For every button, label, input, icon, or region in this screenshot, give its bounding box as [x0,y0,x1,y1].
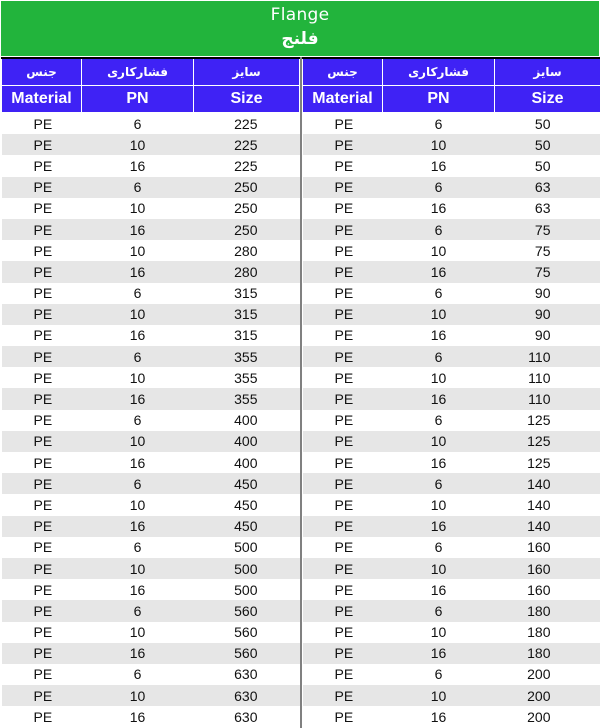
table-row [2,155,300,176]
material-cell: PE [303,643,383,664]
table-row [2,706,300,727]
table-row [303,537,600,558]
material-cell: PE [2,537,82,558]
size-cell: 225 [194,134,300,155]
material-cell: PE [2,155,82,176]
pn-cell: 6 [383,177,495,198]
material-cell: PE [2,304,82,325]
material-cell: PE [2,113,82,135]
pn-cell: 10 [383,304,495,325]
pn-cell: 10 [82,431,194,452]
pn-cell: 6 [383,283,495,304]
size-cell: 200 [495,685,600,706]
size-cell: 630 [194,706,300,727]
table-row [303,304,600,325]
pn-cell: 6 [383,600,495,621]
title-english: Flange [270,5,330,25]
size-cell: 200 [495,664,600,685]
pn-cell: 6 [82,177,194,198]
pn-cell: 16 [383,452,495,473]
size-cell: 63 [495,198,600,219]
table-row [303,198,600,219]
right-spec-table [302,57,600,727]
material-cell: PE [303,219,383,240]
pn-cell: 6 [82,410,194,431]
size-cell: 140 [495,494,600,515]
size-cell: 250 [194,177,300,198]
size-cell: 355 [194,346,300,367]
size-cell: 75 [495,240,600,261]
pn-cell: 16 [383,155,495,176]
size-cell: 500 [194,537,300,558]
size-cell: 75 [495,219,600,240]
header-pn-fa: فشارکاری [82,58,194,86]
table-row [303,219,600,240]
size-cell: 50 [495,155,600,176]
table-row [303,643,600,664]
size-cell: 250 [194,198,300,219]
material-cell: PE [2,367,82,388]
material-cell: PE [303,325,383,346]
material-cell: PE [2,558,82,579]
size-cell: 315 [194,304,300,325]
size-cell: 125 [495,410,600,431]
pn-cell: 10 [383,367,495,388]
size-cell: 90 [495,325,600,346]
table-row [2,494,300,515]
material-cell: PE [2,346,82,367]
size-cell: 630 [194,664,300,685]
pn-cell: 10 [82,622,194,643]
material-cell: PE [2,198,82,219]
size-cell: 500 [194,558,300,579]
table-row [2,558,300,579]
pn-cell: 6 [383,113,495,135]
material-cell: PE [303,622,383,643]
material-cell: PE [303,431,383,452]
material-cell: PE [2,240,82,261]
table-row [2,261,300,282]
material-cell: PE [303,558,383,579]
table-row [303,600,600,621]
pn-cell: 6 [383,219,495,240]
header-material-en: Material [2,86,82,113]
header-row-persian [2,58,300,86]
table-row [303,706,600,727]
table-row [303,134,600,155]
table-row [303,367,600,388]
pn-cell: 16 [383,643,495,664]
title-banner [1,1,599,56]
table-row [2,113,300,135]
pn-cell: 10 [82,304,194,325]
table-row [303,452,600,473]
material-cell: PE [303,494,383,515]
size-cell: 315 [194,283,300,304]
table-row [2,367,300,388]
material-cell: PE [2,516,82,537]
pn-cell: 6 [383,346,495,367]
size-cell: 315 [194,325,300,346]
table-row [2,177,300,198]
pn-cell: 16 [383,198,495,219]
material-cell: PE [303,664,383,685]
material-cell: PE [303,367,383,388]
material-cell: PE [303,537,383,558]
size-cell: 400 [194,431,300,452]
table-row [303,516,600,537]
material-cell: PE [303,177,383,198]
pn-cell: 6 [383,410,495,431]
pn-cell: 16 [383,706,495,727]
header-pn-fa: فشارکاری [383,58,495,86]
material-cell: PE [2,134,82,155]
material-cell: PE [303,346,383,367]
pn-cell: 10 [383,685,495,706]
table-row [2,304,300,325]
material-cell: PE [2,388,82,409]
material-cell: PE [2,283,82,304]
material-cell: PE [2,643,82,664]
right-table-panel [302,57,600,727]
size-cell: 560 [194,600,300,621]
table-row [303,388,600,409]
size-cell: 560 [194,643,300,664]
size-cell: 160 [495,558,600,579]
pn-cell: 16 [82,706,194,727]
size-cell: 180 [495,622,600,643]
material-cell: PE [303,155,383,176]
material-cell: PE [2,431,82,452]
pn-cell: 16 [82,452,194,473]
size-cell: 200 [495,706,600,727]
left-table-panel [1,57,299,727]
size-cell: 400 [194,410,300,431]
material-cell: PE [2,706,82,727]
header-row-english [303,86,600,113]
header-material-fa: جنس [303,58,383,86]
table-row [303,177,600,198]
table-row [2,240,300,261]
size-cell: 75 [495,261,600,282]
pn-cell: 10 [383,431,495,452]
table-row [303,240,600,261]
table-row [303,283,600,304]
header-material-fa: جنس [2,58,82,86]
size-cell: 63 [495,177,600,198]
material-cell: PE [303,473,383,494]
pn-cell: 6 [82,600,194,621]
material-cell: PE [2,473,82,494]
size-cell: 560 [194,622,300,643]
material-cell: PE [2,579,82,600]
pn-cell: 16 [383,516,495,537]
table-row [2,388,300,409]
pn-cell: 6 [82,473,194,494]
pn-cell: 16 [82,579,194,600]
material-cell: PE [303,685,383,706]
table-row [2,219,300,240]
size-cell: 280 [194,261,300,282]
table-row [303,431,600,452]
size-cell: 50 [495,113,600,135]
pn-cell: 16 [82,219,194,240]
size-cell: 630 [194,685,300,706]
table-row [303,579,600,600]
pn-cell: 10 [383,134,495,155]
pn-cell: 16 [383,325,495,346]
material-cell: PE [2,261,82,282]
table-row [303,155,600,176]
table-row [2,622,300,643]
table-row [2,410,300,431]
pn-cell: 6 [383,664,495,685]
pn-cell: 6 [82,283,194,304]
table-row [2,579,300,600]
size-cell: 180 [495,600,600,621]
pn-cell: 6 [82,113,194,135]
pn-cell: 10 [383,240,495,261]
table-row [2,346,300,367]
table-row [2,473,300,494]
material-cell: PE [2,622,82,643]
size-cell: 450 [194,494,300,515]
material-cell: PE [2,177,82,198]
table-row [2,537,300,558]
size-cell: 110 [495,367,600,388]
material-cell: PE [303,516,383,537]
header-material-en: Material [303,86,383,113]
material-cell: PE [303,579,383,600]
size-cell: 90 [495,283,600,304]
material-cell: PE [2,685,82,706]
size-cell: 125 [495,431,600,452]
title-persian: فلنج [281,29,319,49]
table-row [303,261,600,282]
material-cell: PE [2,325,82,346]
size-cell: 355 [194,388,300,409]
pn-cell: 16 [383,579,495,600]
header-size-fa: سایز [495,58,600,86]
material-cell: PE [303,706,383,727]
size-cell: 355 [194,367,300,388]
size-cell: 140 [495,473,600,494]
pn-cell: 10 [82,367,194,388]
size-cell: 50 [495,134,600,155]
pn-cell: 6 [383,473,495,494]
size-cell: 250 [194,219,300,240]
material-cell: PE [303,452,383,473]
table-row [303,410,600,431]
table-row [2,198,300,219]
pn-cell: 10 [82,558,194,579]
material-cell: PE [303,261,383,282]
pn-cell: 10 [82,685,194,706]
size-cell: 160 [495,579,600,600]
pn-cell: 6 [383,537,495,558]
material-cell: PE [2,219,82,240]
pn-cell: 10 [383,558,495,579]
table-row [303,494,600,515]
material-cell: PE [2,494,82,515]
table-row [303,325,600,346]
table-row [2,685,300,706]
material-cell: PE [2,410,82,431]
pn-cell: 10 [383,622,495,643]
table-row [303,473,600,494]
header-pn-en: PN [383,86,495,113]
size-cell: 125 [495,452,600,473]
table-row [2,431,300,452]
table-row [2,325,300,346]
header-size-en: Size [194,86,300,113]
pn-cell: 16 [82,516,194,537]
material-cell: PE [2,600,82,621]
header-size-fa: سایز [194,58,300,86]
table-row [303,113,600,135]
size-cell: 225 [194,113,300,135]
size-cell: 280 [194,240,300,261]
pn-cell: 16 [383,261,495,282]
material-cell: PE [303,304,383,325]
pn-cell: 16 [82,643,194,664]
table-row [303,685,600,706]
table-row [303,346,600,367]
table-row [2,643,300,664]
header-size-en: Size [495,86,600,113]
material-cell: PE [303,283,383,304]
left-spec-table [1,57,300,727]
material-cell: PE [2,452,82,473]
pn-cell: 6 [82,537,194,558]
pn-cell: 10 [82,494,194,515]
material-cell: PE [303,410,383,431]
pn-cell: 10 [82,134,194,155]
size-cell: 110 [495,346,600,367]
table-row [303,558,600,579]
pn-cell: 16 [383,388,495,409]
header-row-persian [303,58,600,86]
size-cell: 90 [495,304,600,325]
size-cell: 225 [194,155,300,176]
table-row [303,664,600,685]
table-row [2,452,300,473]
pn-cell: 10 [82,240,194,261]
size-cell: 500 [194,579,300,600]
size-cell: 140 [495,516,600,537]
table-row [2,600,300,621]
pn-cell: 16 [82,388,194,409]
header-pn-en: PN [82,86,194,113]
size-cell: 180 [495,643,600,664]
material-cell: PE [303,113,383,135]
pn-cell: 10 [82,198,194,219]
material-cell: PE [303,240,383,261]
material-cell: PE [2,664,82,685]
table-row [303,622,600,643]
pn-cell: 16 [82,261,194,282]
material-cell: PE [303,134,383,155]
pn-cell: 16 [82,155,194,176]
material-cell: PE [303,600,383,621]
pn-cell: 16 [82,325,194,346]
size-cell: 160 [495,537,600,558]
material-cell: PE [303,198,383,219]
size-cell: 450 [194,516,300,537]
pn-cell: 6 [82,664,194,685]
size-cell: 450 [194,473,300,494]
pn-cell: 6 [82,346,194,367]
size-cell: 110 [495,388,600,409]
table-row [2,664,300,685]
table-row [2,134,300,155]
size-cell: 400 [194,452,300,473]
table-row [2,516,300,537]
header-row-english [2,86,300,113]
table-row [2,283,300,304]
material-cell: PE [303,388,383,409]
pn-cell: 10 [383,494,495,515]
